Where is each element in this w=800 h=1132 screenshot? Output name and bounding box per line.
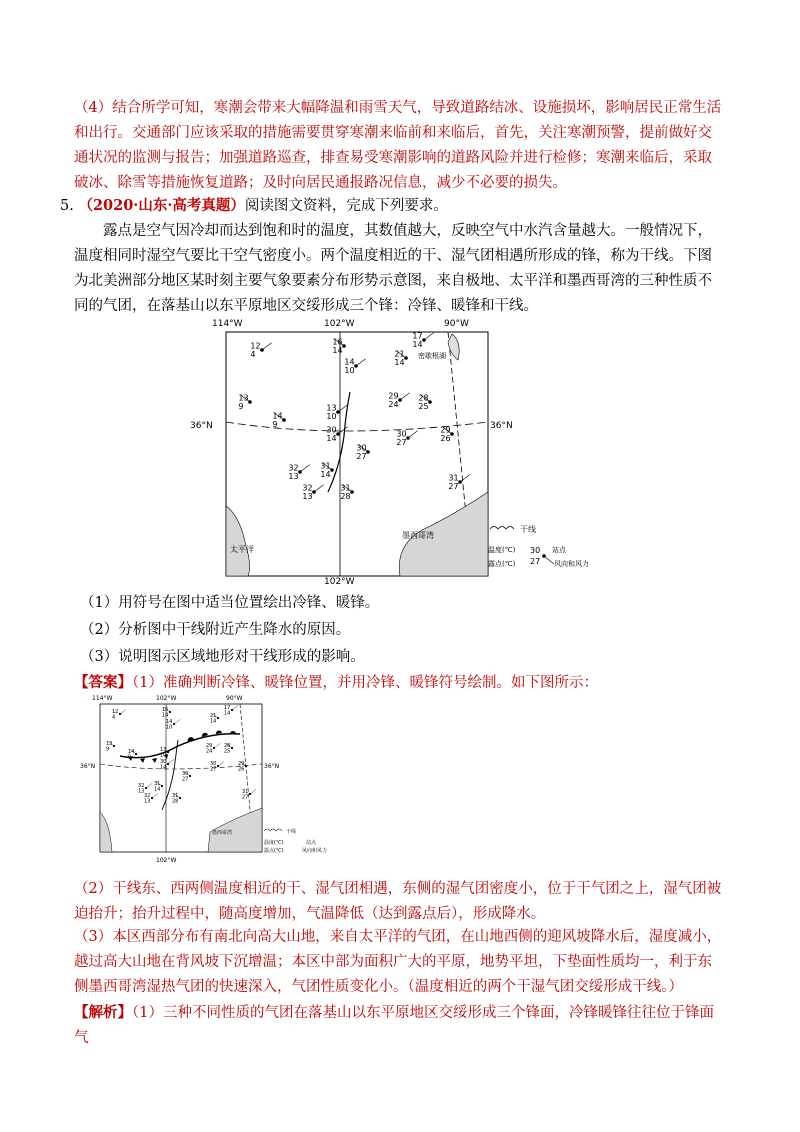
lake-label: 密歇根湖 (418, 352, 446, 360)
question-source: （2020·山东·高考真题） (78, 197, 245, 214)
small-lon-90: 90°W (226, 695, 243, 702)
station-temperature: 28 (418, 393, 429, 403)
station-dewpoint: 14 (210, 718, 217, 725)
station-temperature: 13 (106, 741, 113, 747)
station-dewpoint: 14 (162, 712, 169, 719)
station-dewpoint: 24 (388, 400, 399, 410)
station-dewpoint: 9 (106, 746, 110, 753)
lon-label-102: 102°W (324, 319, 355, 329)
answer-tag: 【答案】 (74, 674, 132, 691)
lon-label-114: 114°W (212, 319, 243, 329)
small-legend-temp: 温度(℃) (264, 840, 284, 846)
small-lon-102: 102°W (156, 695, 177, 702)
small-gulf-label: 墨西哥湾 (212, 830, 233, 836)
gulf-label: 墨西哥湾 (402, 531, 434, 540)
legend (488, 524, 589, 568)
station-temperature: 29 (206, 743, 213, 749)
sub-question-1: （1）用符号在图中适当位置绘出冷锋、暖锋。 (80, 595, 380, 611)
small-legend-station: 站点 (306, 840, 317, 846)
station-dewpoint: 13 (288, 472, 299, 482)
station-temperature: 32 (144, 793, 151, 799)
station-dewpoint: 26 (238, 766, 245, 773)
station-temperature: 30 (160, 759, 167, 765)
small-legend-dew: 露点(℃) (264, 848, 284, 854)
station-dewpoint: 10 (160, 752, 167, 759)
lon-label-bottom: 102°W (324, 577, 355, 586)
sub-question-2: （2）分析图中干线附近产生降水的原因。 (80, 622, 351, 638)
station-temperature: 29 (388, 391, 399, 401)
station-temperature: 30 (396, 429, 407, 439)
previous-answer-4: （4）结合所学可知，寒潮会带来大幅降温和雨雪天气，导致道路结冰、设施损坏，影响居民正常生活和出行。交通部门应该采取的措施需要贯穿寒潮来临前和来临后，首先，关注寒潮预警，提前做好交通状况的监测与报告；加强道路巡查，排查易受寒潮影响的道路风险并进行检修；寒潮来临后，采取破冰、除雪等措施恢复道路；及时向居民通报路况信息，减少不必要的损失。 (74, 100, 722, 191)
station-temperature: 16 (162, 707, 169, 713)
legend-station: 站点 (552, 546, 566, 554)
question-5-header (60, 193, 712, 219)
question-number: 5. (60, 198, 74, 214)
legend-temp: 温度(℃) (488, 546, 516, 554)
sub-question-3: （3）说明图示区域地形对干线形成的影响。 (80, 649, 365, 665)
station-dewpoint: 14 (326, 434, 337, 444)
legend-t-value: 30 (530, 546, 541, 555)
station-dewpoint: 14 (154, 786, 161, 793)
station-dewpoint: 26 (440, 434, 451, 444)
station-dewpoint: 27 (242, 794, 249, 801)
station-dewpoint: 4 (112, 714, 116, 721)
station-dewpoint: 14 (160, 764, 167, 771)
station-dewpoint: 10 (326, 412, 337, 422)
lat-label-left: 36°N (190, 421, 213, 431)
small-legend-dryline: 干线 (286, 829, 297, 835)
small-lat-left: 36°N (80, 763, 96, 770)
station-temperature: 32 (302, 483, 313, 493)
legend-dew: 露点(℃) (488, 560, 516, 568)
legend-dryline: 干线 (520, 525, 536, 534)
station-dewpoint: 10 (166, 724, 173, 731)
station-temperature: 31 (320, 461, 331, 471)
station-dewpoint: 14 (224, 710, 231, 717)
station-temperature: 30 (182, 771, 189, 777)
station-temperature: 17 (412, 331, 423, 341)
station-temperature: 29 (238, 761, 245, 767)
station-dewpoint: 27 (448, 482, 459, 492)
station-temperature: 21 (210, 713, 217, 719)
small-lon-bottom: 102°W (156, 857, 177, 864)
station-temperature: 30 (210, 761, 217, 767)
station-temperature: 14 (272, 411, 283, 421)
analysis (74, 1000, 726, 1051)
station-dewpoint: 27 (396, 438, 407, 448)
question-instruction: 阅读图文资料，完成下列要求。 (244, 198, 448, 214)
answer-map (80, 692, 380, 872)
analysis-tag: 【解析】 (74, 1004, 132, 1021)
station-dewpoint: 9 (238, 402, 244, 412)
legend-wind: 风向和风力 (554, 560, 589, 568)
station-dewpoint: 13 (302, 492, 313, 502)
answer-1-text: （1）准确判断冷锋、暖锋位置，并用冷锋、暖锋符号绘制。如下图所示： (132, 675, 598, 691)
station-dewpoint: 10 (344, 366, 355, 376)
small-legend-wind: 风向和风力 (302, 848, 328, 854)
station-dewpoint: 9 (128, 754, 132, 761)
station-dewpoint: 14 (332, 346, 343, 356)
station-dewpoint: 28 (172, 798, 179, 805)
lon-label-90: 90°W (444, 319, 469, 329)
station-dewpoint: 27 (182, 776, 189, 783)
station-temperature: 14 (344, 357, 355, 367)
station-dewpoint: 24 (206, 748, 213, 755)
station-dewpoint: 25 (224, 748, 231, 755)
station-temperature: 30 (356, 443, 367, 453)
station-temperature: 31 (448, 473, 459, 483)
station-dewpoint: 4 (250, 350, 256, 360)
station-temperature: 21 (394, 349, 405, 359)
station-temperature: 16 (332, 337, 343, 347)
station-temperature: 13 (238, 393, 249, 403)
station-temperature: 13 (160, 747, 167, 753)
station-temperature: 31 (154, 781, 161, 787)
station-temperature: 12 (112, 709, 119, 715)
station-dewpoint: 25 (418, 402, 429, 412)
ocean-label: 太平洋 (230, 545, 254, 554)
station-dewpoint: 27 (210, 766, 217, 773)
station-temperature: 31 (242, 789, 249, 795)
station-temperature: 32 (138, 783, 145, 789)
station-dewpoint: 13 (144, 798, 151, 805)
answer-3: （3）本区西部分布有南北向高大山地，来自太平洋的气团，在山地西侧的迎风坡降水后，湿度减小，越过高大山地在背风坡下沉增温；本区中部为面积广大的平原，地势平坦，下垫面性质均一，利于东侧墨西哥湾湿热气团的快速深入，气团性质变化小。（温度相近的两个干湿气团交绥形成干线。） (74, 929, 722, 995)
station-dewpoint: 14 (394, 358, 405, 368)
station-temperature: 17 (224, 705, 231, 711)
analysis-text: （1）三种不同性质的气团在落基山以东平原地区交绥形成三个锋面，冷锋暖锋往往位于锋面气 (74, 1005, 714, 1046)
small-lon-114: 114°W (92, 695, 113, 702)
station-temperature: 31 (172, 793, 179, 799)
station-temperature: 32 (288, 463, 299, 473)
answer-2: （2）干线东、西两侧温度相近的干、湿气团相遇，东侧的湿气团密度小，位于干气团之上，湿气团被迫抬升；抬升过程中，随高度增加，气温降低（达到露点后），形成降水。 (74, 881, 722, 922)
station-dewpoint: 9 (272, 420, 278, 430)
station-dewpoint: 13 (138, 788, 145, 795)
station-dewpoint: 28 (340, 492, 351, 502)
station-dewpoint: 14 (320, 470, 331, 480)
station-temperature: 29 (440, 425, 451, 435)
question-5-body: 露点是空气因冷却而达到饱和时的温度，其数值越大，反映空气中水汽含量越大。一般情况下，温度相同时湿空气要比干空气密度小。两个温度相近的干、湿气团相遇所形成的锋，称为干线。下图为北美洲部分地区某时刻主要气象要素分布形势示意图，来自极地、太平洋和墨西哥湾的三种性质不同的气团，在落基山以东平原地区交绥形成三个锋：冷锋、暖锋和干线。 (74, 223, 712, 314)
station-temperature: 13 (326, 403, 337, 413)
station-dewpoint: 27 (356, 452, 367, 462)
station-temperature: 14 (166, 719, 173, 725)
station-temperature: 31 (340, 483, 351, 493)
station-temperature: 12 (250, 341, 261, 351)
small-lat-right: 36°N (264, 763, 280, 770)
lat-label-right: 36°N (490, 421, 513, 431)
weather-map (190, 316, 620, 586)
station-temperature: 28 (224, 743, 231, 749)
legend-d-value: 27 (530, 557, 541, 566)
station-dewpoint: 14 (412, 340, 423, 350)
station-temperature: 30 (326, 425, 337, 435)
station-temperature: 14 (128, 749, 135, 755)
